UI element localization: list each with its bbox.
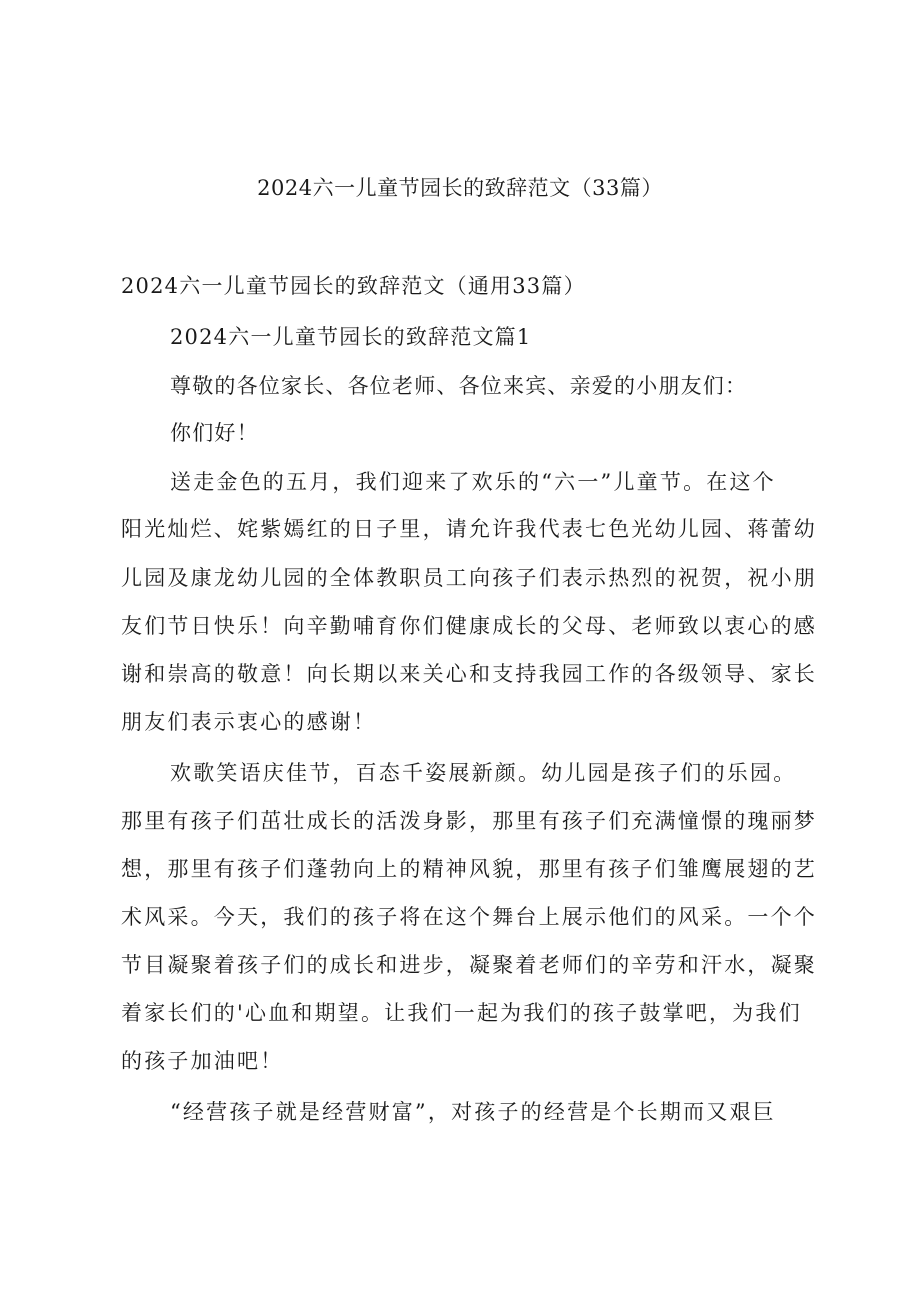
paragraph-line: 欢歌笑语庆佳节，百态千姿展新颜。幼儿园是孩子们的乐园。 bbox=[170, 761, 797, 785]
greeting-line: 你们好！ bbox=[170, 421, 259, 445]
section-heading: 2024六一儿童节园长的致辞范文篇1 bbox=[170, 325, 532, 349]
paragraph-line: 术风采。今天，我们的孩子将在这个舞台上展示他们的风采。一个个 bbox=[121, 905, 817, 929]
salutation-line: 尊敬的各位家长、各位老师、各位来宾、亲爱的小朋友们： bbox=[170, 374, 748, 398]
paragraph-line: 朋友们表示衷心的感谢！ bbox=[121, 710, 377, 734]
paragraph-line: 着家长们的'心血和期望。让我们一起为我们的孩子鼓掌吧，为我们 bbox=[121, 1001, 802, 1025]
paragraph-line: 谢和崇高的敬意！向长期以来关心和支持我园工作的各级领导、家长 bbox=[121, 662, 817, 686]
subtitle-line: 2024六一儿童节园长的致辞范文（通用33篇） bbox=[121, 274, 586, 298]
paragraph-line: 阳光灿烂、姹紫嫣红的日子里，请允许我代表七色光幼儿园、蒋蕾幼 bbox=[121, 517, 817, 541]
paragraph-line: 那里有孩子们茁壮成长的活泼身影，那里有孩子们充满憧憬的瑰丽梦 bbox=[121, 809, 817, 833]
paragraph-line: 送走金色的五月，我们迎来了欢乐的“六一”儿童节。在这个 bbox=[170, 470, 776, 494]
paragraph-line: 节目凝聚着孩子们的成长和进步，凝聚着老师们的辛劳和汗水，凝聚 bbox=[121, 953, 817, 977]
paragraph-line: 儿园及康龙幼儿园的全体教职员工向孩子们表示热烈的祝贺，祝小朋 bbox=[121, 566, 817, 590]
paragraph-line: 想，那里有孩子们蓬勃向上的精神风貌，那里有孩子们雏鹰展翅的艺 bbox=[121, 857, 817, 881]
paragraph-line: “经营孩子就是经营财富”，对孩子的经营是个长期而又艰巨 bbox=[170, 1100, 776, 1124]
paragraph-line: 的孩子加油吧！ bbox=[121, 1049, 284, 1073]
document-title: 2024六一儿童节园长的致辞范文（33篇） bbox=[257, 176, 663, 200]
paragraph-line: 友们节日快乐！向辛勤哺育你们健康成长的父母、老师致以衷心的感 bbox=[121, 614, 817, 638]
